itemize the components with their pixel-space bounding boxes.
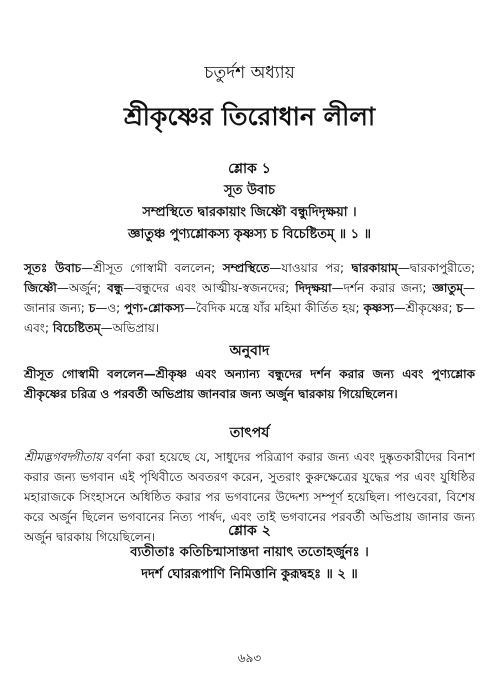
synonym-meaning: —শ্রীকৃষ্ণের; — [393, 301, 457, 315]
translation-heading: অনুবাদ — [229, 343, 270, 359]
synonym-term: বন্ধু — [107, 281, 124, 295]
chapter-heading: চতুর্দশ অধ্যায় — [204, 63, 295, 83]
chapter-title: শ্রীকৃষ্ণের তিরোধান লীলা — [123, 102, 376, 131]
synonym-term: সূতঃ উবাচ — [24, 261, 82, 275]
purport-source: শ্রীমদ্ভগবদ্গীতায় — [24, 450, 103, 464]
synonym-meaning: —ও; — [95, 301, 125, 315]
synonym-meaning: —বন্ধুদের এবং আত্মীয়-স্বজনদের; — [123, 281, 296, 295]
synonym-term: জ্ঞাতুম্ — [432, 281, 463, 295]
verse-1-line: সূত উবাচ — [223, 183, 275, 198]
synonym-meaning: —অর্জুন; — [56, 281, 108, 295]
synonym-meaning: —অভিপ্রায়। — [100, 321, 160, 335]
verse-2-line: দদর্শ ঘোররূপাণি নিমিত্তানি কুরূদ্বহঃ ॥ ২ ॥ — [141, 567, 358, 582]
synonym-meaning: —যাওয়ার পর; — [269, 261, 352, 275]
synonym-meaning: —শ্রীসূত গোস্বামী বললেন; — [81, 261, 223, 275]
synonym-meaning: —বৈদিক মন্ত্রে যাঁর মহিমা কীর্তিত হয়; — [184, 301, 364, 315]
synonym-term: বিচেষ্টিতম্ — [52, 321, 101, 335]
verse-1-line: সম্প্রস্থিতে দ্বারকায়াং জিষ্ণৌ বন্ধুদিদৃক্ষয়া । — [142, 205, 357, 220]
verse-1-line: জ্ঞাতুঞ্চ পুণ্যশ্লোকস্য কৃষ্ণস্য চ বিচেষ্টিতম্ ॥ ১ ॥ — [128, 227, 371, 242]
synonym-term: পুণ্য-শ্লোকস্য — [124, 301, 185, 315]
synonym-term: সম্প্রস্থিতে — [222, 261, 270, 275]
verse-1-label: শ্লোক ১ — [228, 161, 271, 177]
synonym-term: কৃষ্ণস্য — [363, 301, 394, 315]
synonym-term: চ — [456, 301, 463, 315]
verse-2-label: শ্লোক ২ — [228, 523, 271, 539]
page-number: ৬৯৩ — [237, 651, 262, 665]
synonym-meaning: —দ্বারকাপুরীতে; — [397, 261, 475, 275]
verse-2-line: ব্যতীতাঃ কতিচিন্মাসাস্তদা নায়াৎ ততোহর্জুনঃ । — [130, 545, 369, 560]
purport-text: বর্ণনা করা হয়েছে যে, সাধুদের পরিত্রাণ করার জন্য এবং দুষ্কৃতকারীদের বিনাশ করার জন্য ভগবান এই পৃথিবীতে অবতরণ করেন, সুতরাং কুরুক্ষেত্রের যুদ্ধের পর এবং যুধিষ্ঠির মহারাজকে সিংহাসনে অধিষ্ঠিত করার পর ভগবানের উদ্দেশ্য সম্পূর্ণ হয়েছিল। পাণ্ডবেরা, বিশেষ করে অর্জুন ছিলেন ভগবানের নিত্য পার্ষদ, এবং তাই ভগবানের পরবর্তী অভিপ্রায় জানার জন্য অর্জুন দ্বারকায় গিয়েছিলেন। — [24, 450, 475, 544]
synonym-term: জিষ্ণৌ — [24, 281, 57, 295]
synonyms-paragraph — [24, 258, 475, 338]
purport-heading: তাৎপর্য — [229, 425, 270, 441]
synonym-term: দিদৃক্ষয়া — [295, 281, 332, 295]
synonym-meaning: —জানার জন্য; — [24, 281, 475, 315]
verse-1 — [0, 158, 499, 246]
synonym-term: দ্বারকায়াম্ — [351, 261, 398, 275]
synonym-meaning: —এবং; — [24, 301, 475, 335]
synonym-meaning: —দর্শন করার জন্য; — [331, 281, 433, 295]
translation-paragraph: শ্রীসূত গোস্বামী বললেন—শ্রীকৃষ্ণ এবং অন্যান্য বন্ধুদের দর্শন করার জন্য এবং পুণ্যশ্লোক শ্রীকৃষ্ণের চরিত্র ও পরবর্তী অভিপ্রায় জানবার জন্য অর্জুন দ্বারকায় গিয়েছিলেন। — [24, 367, 475, 401]
synonym-term: চ — [88, 301, 96, 315]
verse-2 — [0, 520, 499, 586]
